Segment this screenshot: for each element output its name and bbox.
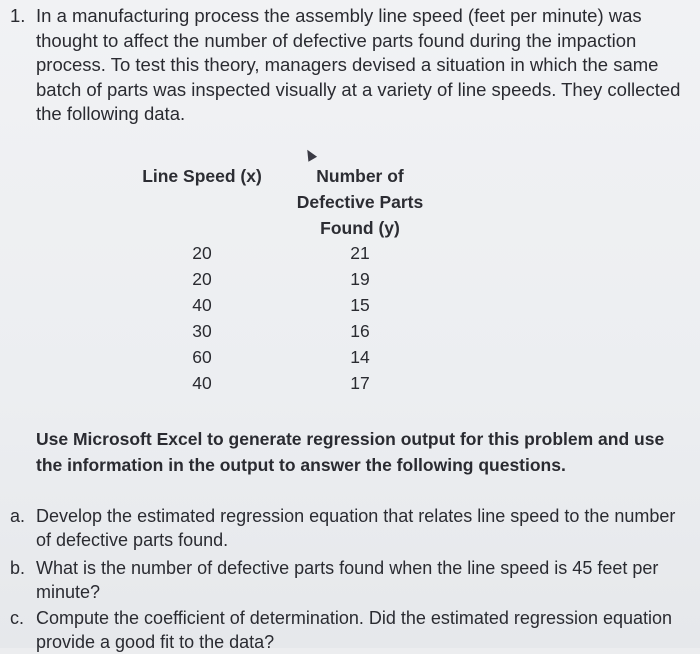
x-value: 20 (192, 269, 212, 289)
question-text: Compute the coefficient of determination. Did the estimated regression equation provide a good fit to the data? (36, 608, 673, 652)
question-text: Develop the estimated regression equation that relates line speed to the number of defective parts found. (36, 506, 676, 550)
question-label: c. (10, 608, 25, 628)
x-value: 40 (192, 373, 212, 393)
y-value: 19 (350, 269, 370, 289)
question-text: What is the number of defective parts found when the line speed is 45 feet per minute? (36, 558, 659, 602)
y-value: 21 (350, 243, 370, 263)
y-value: 17 (350, 373, 370, 393)
y-header-line-1: Number of (316, 166, 404, 186)
problem-number: 1. (10, 5, 26, 26)
problem-statement (10, 4, 695, 127)
question-label: b. (10, 558, 26, 578)
instruction-text: Use Microsoft Excel to generate regression output for this problem and use the information in the output to answer the following questions. (36, 429, 665, 475)
y-header-line-2: Defective Parts (296, 192, 424, 212)
question-b (10, 556, 690, 604)
question-a (10, 504, 690, 552)
question-c (10, 606, 690, 654)
question-label: a. (10, 506, 26, 526)
y-value: 16 (350, 321, 370, 341)
mouse-cursor-icon (303, 147, 317, 162)
y-column-header (280, 163, 440, 241)
y-value: 14 (350, 347, 370, 367)
y-value: 15 (350, 295, 370, 315)
x-value: 20 (192, 243, 212, 263)
x-column-header: Line Speed (x) (142, 166, 262, 186)
y-values-column (330, 240, 390, 396)
x-value: 60 (192, 347, 212, 367)
x-values-column (172, 240, 232, 396)
problem-text: In a manufacturing process the assembly line speed (feet per minute) was thought to affect the number of defective parts found during the impaction process. To test this theory, managers devised a situation in which the same batch of parts was inspected visually at a variety of line speeds. They collected the following data. (36, 5, 681, 124)
x-value: 30 (192, 321, 212, 341)
x-value: 40 (192, 295, 212, 315)
y-header-line-3: Found (y) (320, 218, 400, 238)
